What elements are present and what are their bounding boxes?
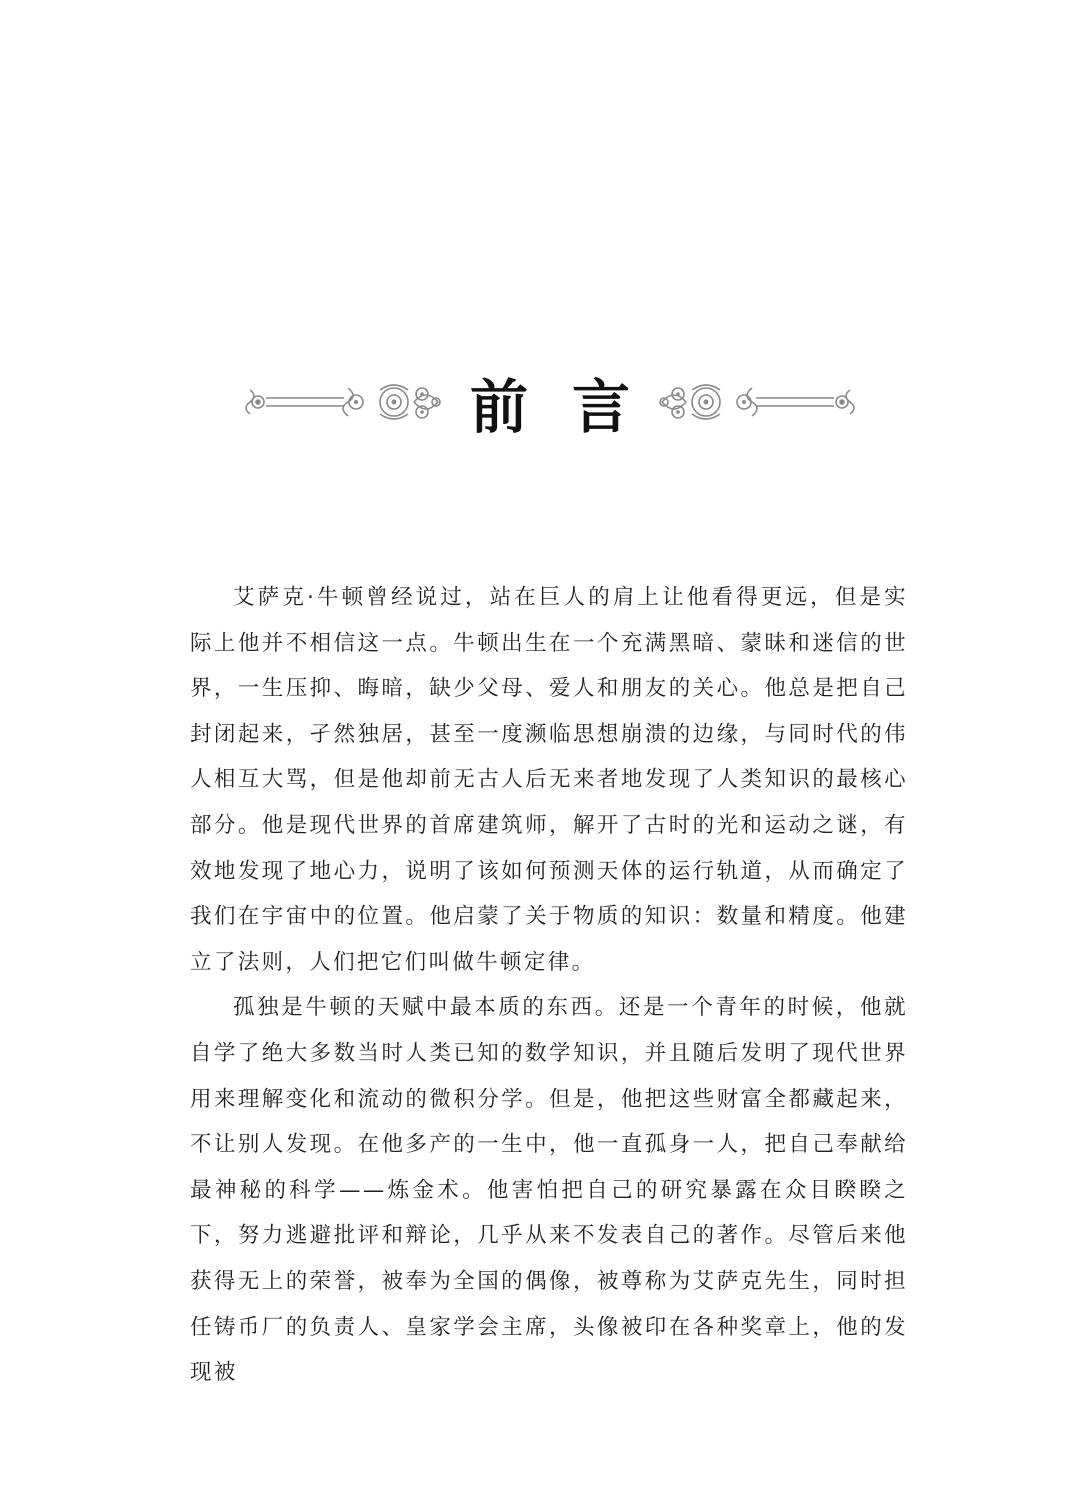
chapter-heading (0, 362, 1070, 442)
title-char-1: 前 (470, 373, 529, 441)
paragraph-1: 艾萨克·牛顿曾经说过，站在巨人的肩上让他看得更远，但是实际上他并不相信这一点。牛顿出生在一个充满黑暗、蒙昧和迷信的世界，一生压抑、晦暗，缺少父母、爱人和朋友的关心。他总是把自己封闭起来，孑然独居，甚至一度濒临思想崩溃的边缘，与同时代的伟人相互大骂，但是他却前无古人后无来者地发现了人类知识的最核心部分。他是现代世界的首席建筑师，解开了古时的光和运动之谜，有效地发现了地心力，说明了该如何预测天体的运行轨道，从而确定了我们在宇宙中的位置。他启蒙了关于物质的知识：数量和精度。他建立了法则，人们把它们叫做牛顿定律。 (190, 585, 908, 975)
page-title (470, 362, 630, 442)
title-char-2: 言 (571, 373, 630, 441)
left-ornament-icon (244, 372, 444, 432)
right-ornament-icon (656, 372, 856, 432)
paragraph-2: 孤独是牛顿的天赋中最本质的东西。还是一个青年的时候，他就自学了绝大多数当时人类已知的数学知识，并且随后发明了现代世界用来理解变化和流动的微积分学。但是，他把这些财富全都藏起来，不让别人发现。在他多产的一生中，他一直孤身一人，把自己奉献给最神秘的科学——炼金术。他害怕把自己的研究暴露在众目睽睽之下，努力逃避批评和辩论，几乎从来不发表自己的著作。尽管后来他获得无上的荣誉，被奉为全国的偶像，被尊称为艾萨克先生，同时担任铸币厂的负责人、皇家学会主席，头像被印在各种奖章上，他的发现被 (190, 995, 908, 1386)
preface-body (190, 575, 908, 1396)
